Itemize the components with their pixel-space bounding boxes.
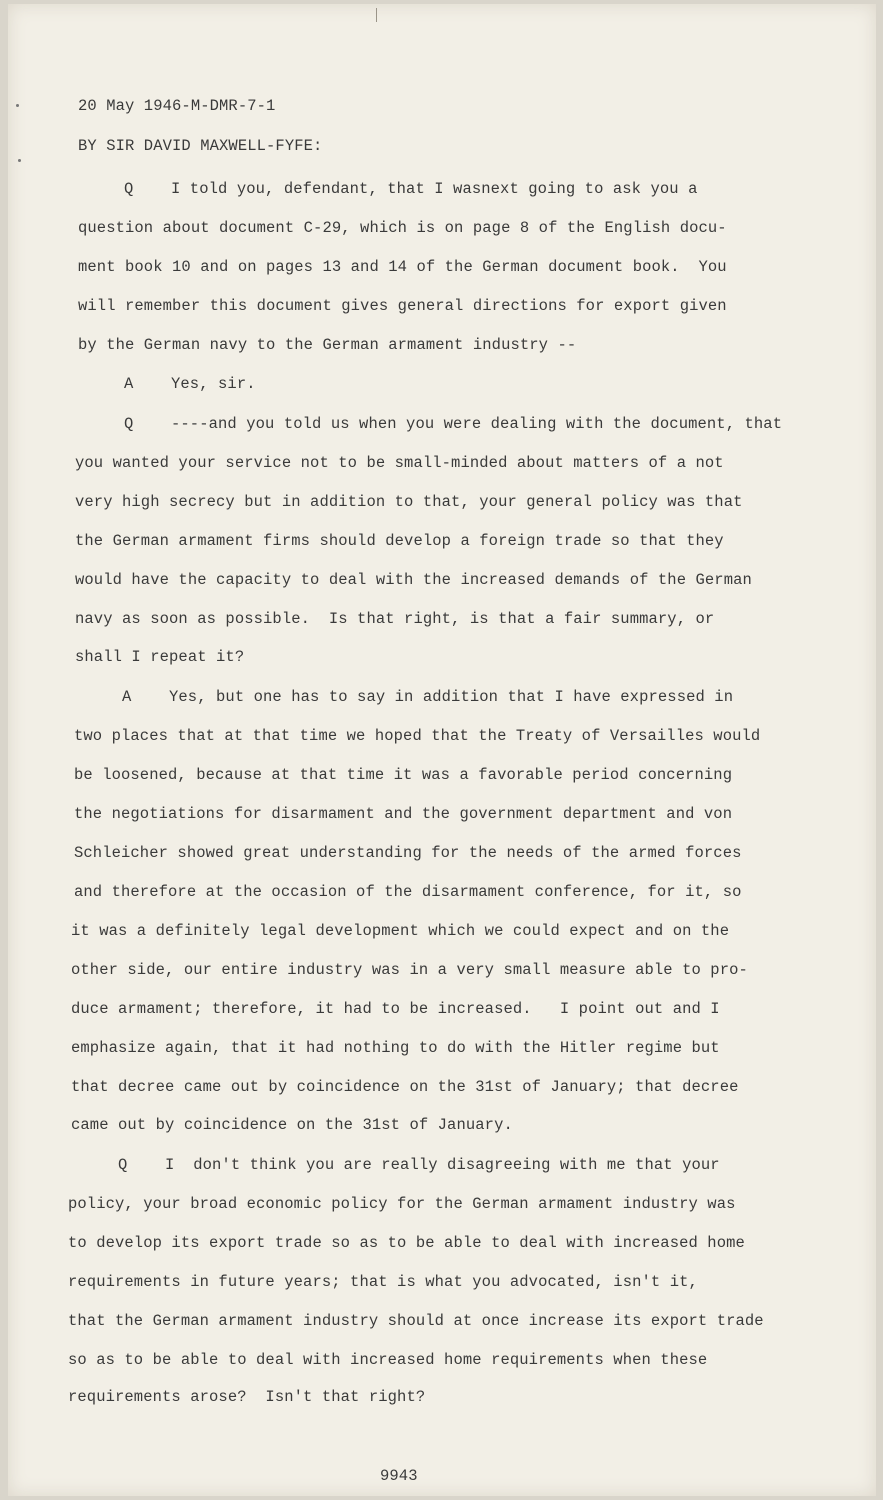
transcript-line: requirements arose? Isn't that right?: [68, 1388, 426, 1406]
transcript-line: A Yes, but one has to say in addition that I have expressed in: [122, 688, 734, 706]
page-fold-mark: [376, 8, 377, 22]
transcript-line: Q ----and you told us when you were dealing with the document, that: [124, 415, 783, 433]
transcript-line: be loosened, because at that time it was a favorable period concerning: [74, 766, 733, 784]
transcript-line: that decree came out by coincidence on the 31st of January; that decree: [71, 1078, 739, 1096]
transcript-line: you wanted your service not to be small-minded about matters of a not: [75, 454, 724, 472]
page-number: 9943: [380, 1467, 418, 1485]
transcript-line: policy, your broad economic policy for the German armament industry was: [68, 1195, 736, 1213]
transcript-line: other side, our entire industry was in a very small measure able to pro-: [71, 961, 748, 979]
transcript-line: very high secrecy but in addition to that, your general policy was that: [75, 493, 743, 511]
transcript-line: Q I told you, defendant, that I wasnext going to ask you a: [124, 180, 698, 198]
transcript-line: navy as soon as possible. Is that right, is that a fair summary, or: [75, 610, 715, 628]
transcript-line: the negotiations for disarmament and the government department and von: [74, 805, 733, 823]
transcript-line: the German armament firms should develop a foreign trade so that they: [75, 532, 724, 550]
transcript-line: came out by coincidence on the 31st of January.: [71, 1116, 513, 1134]
transcript-line: question about document C-29, which is on page 8 of the English docu-: [78, 219, 727, 237]
transcript-line: emphasize again, that it had nothing to do with the Hitler regime but: [71, 1039, 720, 1057]
transcript-line: that the German armament industry should at once increase its export trade: [68, 1312, 764, 1330]
transcript-line: would have the capacity to deal with the increased demands of the German: [75, 571, 752, 589]
transcript-line: Schleicher showed great understanding for the needs of the armed forces: [74, 844, 742, 862]
document-reference: 20 May 1946-M-DMR-7-1: [78, 97, 276, 115]
transcript-line: ment book 10 and on pages 13 and 14 of the German document book. You: [78, 258, 727, 276]
document-page: [8, 4, 876, 1496]
transcript-line: to develop its export trade so as to be able to deal with increased home: [68, 1234, 745, 1252]
transcript-line: Q I don't think you are really disagreeing with me that your: [118, 1156, 720, 1174]
transcript-line: requirements in future years; that is what you advocated, isn't it,: [68, 1273, 698, 1291]
transcript-line: by the German navy to the German armament industry --: [78, 336, 577, 354]
transcript-line: two places that at that time we hoped that the Treaty of Versailles would: [74, 727, 761, 745]
transcript-line: shall I repeat it?: [75, 648, 245, 666]
transcript-text: [8, 4, 783, 1485]
transcript-line: so as to be able to deal with increased home requirements when these: [68, 1351, 708, 1369]
transcript-line: will remember this document gives general directions for export given: [78, 297, 727, 315]
transcript-line: and therefore at the occasion of the disarmament conference, for it, so: [74, 883, 742, 901]
transcript-line: it was a definitely legal development which we could expect and on the: [71, 922, 730, 940]
transcript-line: duce armament; therefore, it had to be increased. I point out and I: [71, 1000, 720, 1018]
speaker-heading: BY SIR DAVID MAXWELL-FYFE:: [78, 137, 323, 155]
transcript-line: A Yes, sir.: [124, 375, 256, 393]
